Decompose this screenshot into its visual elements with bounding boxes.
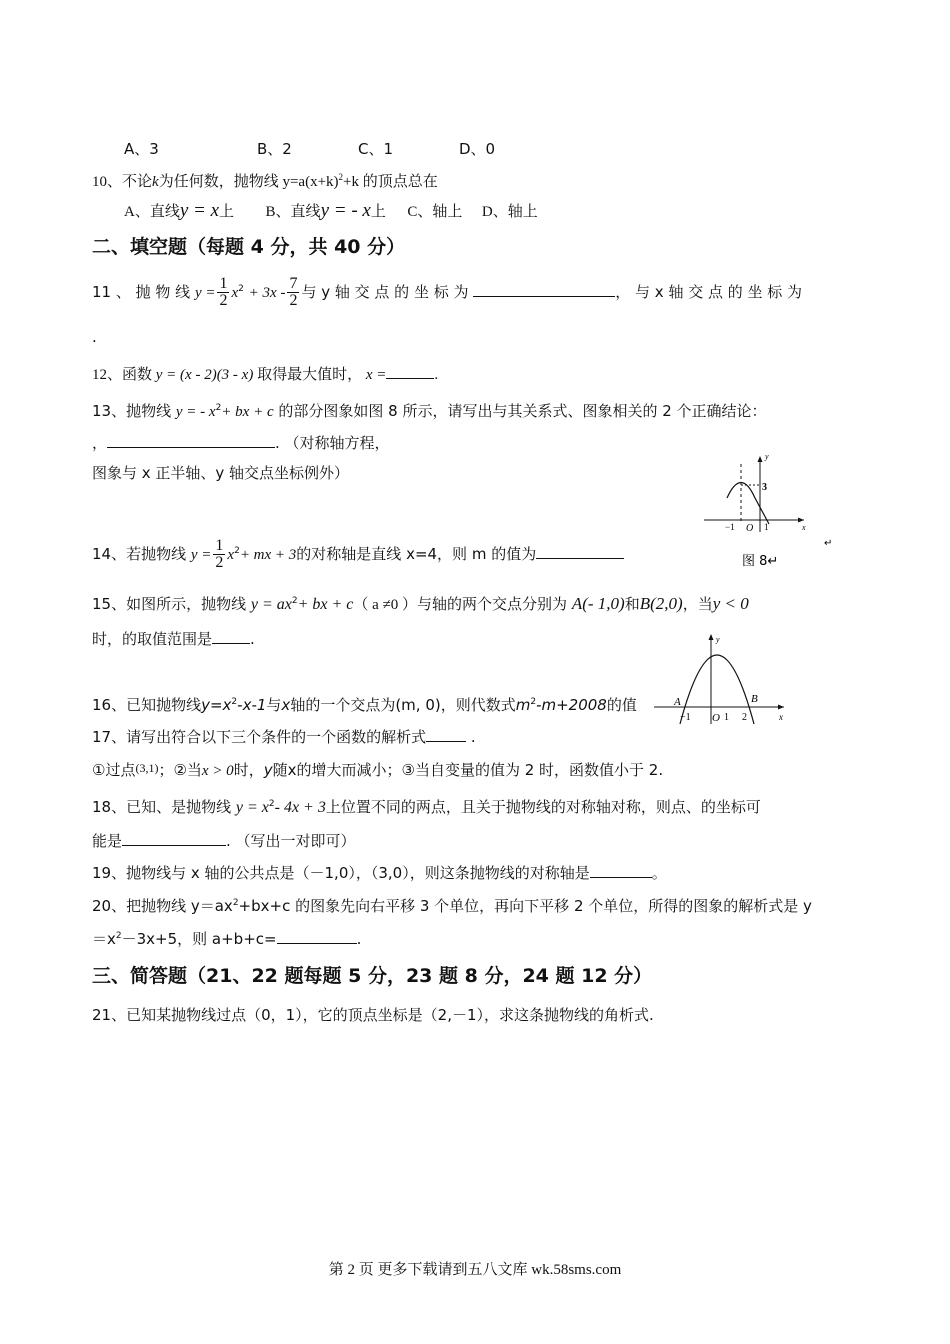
q9-option-a: A、3 bbox=[124, 140, 159, 158]
question-11: 11 、 抛 物 线 y = $\frac{1}{2}$ $x^2 + 3x$ - $\frac{7}{2}$ 与 y 轴 交 点 的 坐 标 为 ， 与 x 轴 交 点 的 坐 标 为 bbox=[92, 275, 803, 309]
q17-answer-blank[interactable] bbox=[426, 727, 466, 742]
question-12: 12、函数 y = (x - 2)(3 - x) 取得最大值时， x = . bbox=[92, 363, 438, 384]
q13-answer-blank[interactable] bbox=[107, 433, 275, 448]
section-2-title: 二、填空题（每题 4 分，共 40 分） bbox=[92, 236, 406, 258]
fig8-three: 3 bbox=[762, 482, 767, 493]
fig8-x-label: x bbox=[802, 523, 806, 532]
fig8-origin: O bbox=[746, 523, 754, 534]
question-13: 13、抛物线 y = - $x^2+$ bx + c 的部分图象如图 8 所示，请写出与其关系式、图象相关的 2 个正确结论： bbox=[92, 402, 767, 420]
fig8-y-label: y bbox=[765, 452, 769, 461]
q11-answer-blank-1[interactable] bbox=[473, 282, 615, 297]
question-17: 17、请写出符合以下三个条件的一个函数的解析式 . bbox=[92, 728, 476, 746]
fig15-two: 2 bbox=[742, 712, 747, 723]
question-13-line-3: 图象与 x 正半轴、y 轴交点坐标例外） bbox=[92, 464, 350, 482]
fig15-point-b: B bbox=[751, 693, 758, 705]
fig15-origin: O bbox=[712, 712, 720, 724]
figure-8-graph bbox=[700, 452, 845, 570]
q9-option-d: D、0 bbox=[459, 140, 496, 158]
question-17-conditions: ①过点$^{(3,1)}$；②当x > 0时，y随x的增大而减小；③当自变量的值为 2 时，函数值小于 2. bbox=[92, 761, 664, 779]
question-20-line-2: $=x^2-3x+5$，则 a+b+c= . bbox=[92, 930, 362, 948]
fig15-y-label: y bbox=[716, 635, 720, 644]
figure-15-graph bbox=[652, 632, 794, 728]
question-18-line-2: 能是 . （写出一对即可） bbox=[92, 832, 356, 850]
fig15-point-a: A bbox=[674, 696, 681, 708]
q20-answer-blank[interactable] bbox=[277, 929, 357, 944]
q18-answer-blank[interactable] bbox=[122, 831, 226, 846]
question-15-line-2: 时，的取值范围是 . bbox=[92, 630, 255, 648]
question-14: 14、若抛物线 y = $\frac{1}{2}$ $x^2+$ mx + 3的对称轴是直线 x=4，则 m 的值为 bbox=[92, 538, 624, 571]
q9-option-c: C、1 bbox=[358, 140, 394, 158]
question-19: 19、抛物线与 x 轴的公共点是（－1,0），（3,0），则这条抛物线的对称轴是 。 bbox=[92, 864, 667, 882]
fig8-neg1: −1 bbox=[725, 522, 735, 532]
section-3-title: 三、简答题（21、22 题每题 5 分，23 题 8 分，24 题 12 分） bbox=[92, 965, 653, 987]
fig15-one: 1 bbox=[724, 712, 729, 723]
question-10-options: A、直线y = x上 B、直线y = - x上 C、轴上 D、轴上 bbox=[124, 200, 538, 221]
fig15-x-label: x bbox=[779, 712, 783, 722]
q15-answer-blank[interactable] bbox=[212, 629, 250, 644]
question-15: 15、如图所示，抛物线 $y = ax^2+$ bx + c（ a ≠0 ）与轴的两个交点分别为 A(- 1,0)和B(2,0)，当y < 0 bbox=[92, 594, 749, 613]
question-16: 16、已知抛物线$y=x^2-x-1$与x轴的一个交点为(m, 0)，则代数式$m^2-m+2008$的值 bbox=[92, 696, 637, 714]
question-20: 20、把抛物线 $y=ax^2+bx+c$ 的图象先向右平移 3 个单位，再向下平移 2 个单位，所得的图象的解析式是 y bbox=[92, 897, 812, 915]
q14-answer-blank[interactable] bbox=[536, 544, 624, 559]
fig15-neg1: −1 bbox=[680, 712, 691, 723]
question-18: 18、已知、是抛物线 $y = x^2-$ 4x + 3上位置不同的两点，且关于抛物线的对称轴对称，则点、的坐标可 bbox=[92, 798, 761, 816]
q9-options bbox=[124, 138, 495, 159]
q19-answer-blank[interactable] bbox=[590, 863, 652, 878]
q11-end-dot: . bbox=[92, 328, 97, 346]
fig8-caption: 图 8↵ bbox=[742, 554, 779, 569]
fig8-mark: ↵ bbox=[824, 538, 833, 549]
q12-answer-blank[interactable] bbox=[386, 364, 434, 379]
question-10: 10、不论k为任何数，抛物线 $y=a(x+k)^2+k$ 的顶点总在 bbox=[92, 172, 438, 190]
page-footer: 第 2 页 更多下载请到五八文库 wk.58sms.com bbox=[328, 1262, 622, 1278]
q9-option-b: B、2 bbox=[257, 140, 292, 158]
question-21: 21、已知某抛物线过点（0，1），它的顶点坐标是（2,－1），求这条抛物线的角析式. bbox=[92, 1006, 654, 1024]
fig8-one: 1 bbox=[764, 522, 769, 532]
question-13-line-2: ， . （对称轴方程， bbox=[92, 434, 390, 452]
